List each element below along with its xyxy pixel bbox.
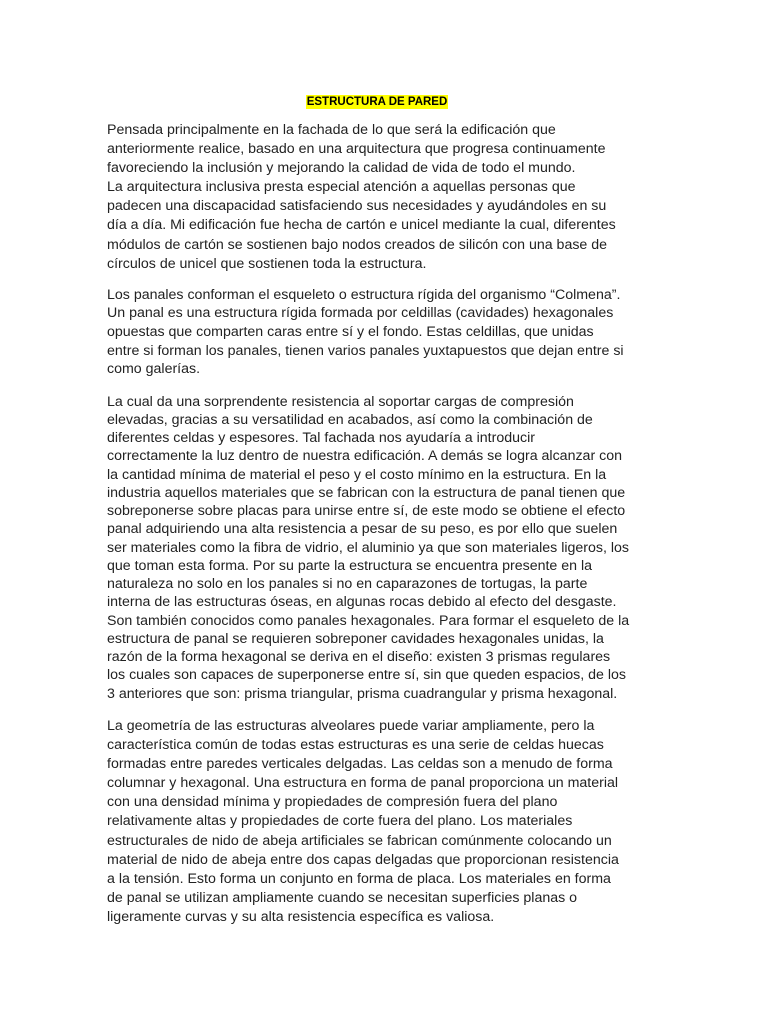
paragraph-2: Los panales conforman el esqueleto o estructura rígida del organismo “Colmena”. Un panal es una estructura rígida formada por celdillas (cavidades) hexagonales opuestas que comparten caras entre sí y el fondo. Estas celdillas, que unidas entre si forman los panales, tienen varios panales yuxtapuestos que dejan entre si como galerías. <box>107 286 624 378</box>
document-body <box>107 121 667 927</box>
document-title: ESTRUCTURA DE PARED <box>306 96 448 108</box>
title-row <box>107 92 647 111</box>
paragraph-1: Pensada principalmente en la fachada de lo que será la edificación que anteriormente realice, basado en una arquitectura que progresa continuamente favoreciendo la inclusión y mejorando la calidad de vida de todo el mundo. La arquitectura inclusiva presta especial atención a aquellas personas que padecen una discapacidad satisfaciendo sus necesidades y ayudándoles en su día a día. Mi edificación fue hecha de cartón e unicel mediante la cual, diferentes módulos de cartón se sostienen bajo nodos creados de silicón con una base de círculos de unicel que sostienen toda la estructura. <box>107 122 616 272</box>
paragraph-3: La cual da una sorprendente resistencia al soportar cargas de compresión elevadas, gracias a su versatilidad en acabados, así como la combinación de diferentes celdas y espesores. Tal fachada nos ayudaría a introducir correctamente la luz dentro de nuestra edificación. A demás se logra alcanzar con la cantidad mínima de material el peso y el costo mínimo en la estructura. En la industria aquellos materiales que se fabrican con la estructura de panal tienen que sobreponerse sobre placas para unirse entre sí, de este modo se obtiene el efecto panal adquiriendo una alta resistencia a pesar de su peso, es por ello que suelen ser materiales como la fibra de vidrio, el aluminio ya que son materiales ligeros, los que toman esta forma. Por su parte la estructura se encuentra presente en la naturaleza no solo en los panales si no en caparazones de tortugas, la parte interna de las estructuras óseas, en algunas rocas debido al efecto del desgaste. Son también conocidos como panales hexagonales. Para formar el esqueleto de la estructura de panal se requieren sobreponer cavidades hexagonales unidas, la razón de la forma hexagonal se deriva en el diseño: existen 3 prismas regulares los cuales son capaces de superponerse entre sí, sin que queden espacios, de los 3 anteriores que son: prisma triangular, prisma cuadrangular y prisma hexagonal. <box>107 393 630 702</box>
paragraph-4: La geometría de las estructuras alveolares puede variar ampliamente, pero la característica común de todas estas estructuras es una serie de celdas huecas formadas entre paredes verticales delgadas. Las celdas son a menudo de forma columnar y hexagonal. Una estructura en forma de panal proporciona un material con una densidad mínima y propiedades de compresión fuera del plano relativamente altas y propiedades de corte fuera del plano. Los materiales estructurales de nido de abeja artificiales se fabrican comúnmente colocando un material de nido de abeja entre dos capas delgadas que proporcionan resistencia a la tensión. Esto forma un conjunto en forma de placa. Los materiales en forma de panal se utilizan ampliamente cuando se necesitan superficies planas o ligeramente curvas y su alta resistencia específica es valiosa. <box>107 717 619 925</box>
